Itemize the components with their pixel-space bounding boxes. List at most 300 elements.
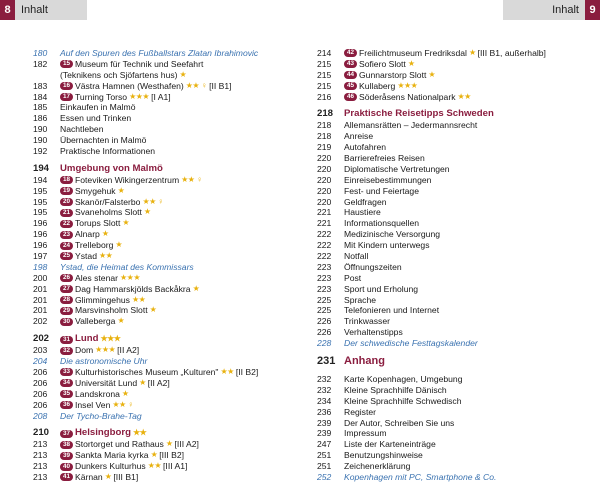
- page-header-right: [503, 0, 600, 20]
- toc-entry-content: [60, 229, 109, 240]
- toc-entry[interactable]: [317, 461, 567, 472]
- toc-entry[interactable]: [317, 175, 567, 186]
- toc-page-number: 201: [33, 294, 48, 305]
- toc-entry[interactable]: [33, 389, 283, 400]
- toc-entry-title: Marsvinsholm Slott: [75, 305, 148, 316]
- toc-entry-content: [344, 92, 471, 103]
- toc-entry-content: [344, 70, 435, 81]
- rating-star-icon: ★★: [132, 428, 147, 438]
- toc-entry[interactable]: [317, 218, 567, 229]
- map-reference: [I A1]: [151, 91, 171, 102]
- location-number-badge: 42: [344, 49, 357, 57]
- location-number-badge: 26: [60, 274, 73, 282]
- toc-entry[interactable]: [317, 109, 567, 120]
- toc-entry-title: Insel Ven: [75, 399, 111, 410]
- toc-entry[interactable]: [317, 81, 567, 92]
- toc-entry-title: Dunkers Kulturhus: [75, 461, 146, 472]
- rating-star-icon: ★: [122, 218, 130, 228]
- toc-entry-title: Lund: [75, 333, 99, 345]
- location-number-badge: 37: [60, 430, 73, 438]
- toc-entry-content: [344, 316, 390, 327]
- location-number-badge: 22: [60, 220, 73, 228]
- toc-entry-title: Telefonieren und Internet: [344, 305, 440, 316]
- toc-entry[interactable]: [317, 92, 567, 103]
- toc-page-number: 215: [317, 69, 332, 80]
- toc-entry-content: [344, 472, 496, 483]
- toc-entry[interactable]: [33, 48, 283, 59]
- toc-entry[interactable]: [317, 207, 567, 218]
- toc-entry[interactable]: [317, 374, 567, 385]
- toc-entry-title: Kleine Sprachhilfe Schwedisch: [344, 395, 462, 406]
- location-number-badge: 23: [60, 231, 73, 239]
- toc-entry-title: Stortorget und Rathaus: [75, 439, 164, 450]
- toc-entry-title: Der schwedische Festtagskalender: [344, 338, 478, 349]
- toc-entry-title: Trinkwasser: [344, 316, 390, 327]
- toc-entry-title: Söderåsens Nationalpark: [359, 91, 456, 102]
- toc-entry[interactable]: [33, 229, 283, 240]
- toc-entry-content: [344, 418, 454, 429]
- toc-entry-title: Sport und Erholung: [344, 283, 419, 294]
- toc-page-number: 200: [33, 272, 48, 283]
- toc-page-number: 231: [317, 355, 336, 368]
- toc-entry-content: [60, 428, 146, 439]
- toc-entry-content: [344, 327, 403, 338]
- toc-entry[interactable]: [317, 295, 567, 306]
- rating-star-icon: ★: [428, 69, 436, 79]
- toc-entry-content: [344, 218, 419, 229]
- toc-entry-title: Medizinische Versorgung: [344, 229, 441, 240]
- rating-star-icon: ★★: [147, 461, 162, 471]
- page-number-left: 8: [0, 0, 15, 20]
- toc-page-number: 213: [33, 450, 48, 461]
- map-reference: [II B1]: [209, 80, 232, 91]
- toc-entry[interactable]: [317, 439, 567, 450]
- toc-entry[interactable]: [33, 400, 283, 411]
- toc-entry[interactable]: [317, 316, 567, 327]
- toc-entry[interactable]: [33, 305, 283, 316]
- toc-entry-title: Vallebergа: [75, 316, 116, 327]
- toc-entry-content: [344, 356, 385, 367]
- toc-page-number: 220: [317, 163, 332, 174]
- toc-entry-title: Sofiero Slott: [359, 58, 406, 69]
- toc-entry[interactable]: [33, 218, 283, 229]
- toc-entry-content: [344, 120, 477, 131]
- toc-entry-title: Kärnan: [75, 471, 103, 482]
- toc-entry[interactable]: [33, 295, 283, 306]
- rating-star-icon: ★: [143, 207, 151, 217]
- toc-entry-title: Kullaberg: [359, 80, 396, 91]
- toc-entry-title: Glimmingehus: [75, 294, 130, 305]
- map-reference: [II A2]: [147, 377, 170, 388]
- toc-entry[interactable]: [33, 135, 283, 146]
- toc-page-number: 219: [317, 142, 332, 153]
- toc-page-number: 252: [317, 471, 332, 482]
- location-number-badge: 18: [60, 176, 73, 184]
- toc-entry-title: Ystad: [75, 251, 97, 262]
- toc-entry-content: [60, 472, 138, 483]
- toc-page-number: 223: [317, 272, 332, 283]
- toc-page-number: 206: [33, 377, 48, 388]
- toc-page-number: 223: [317, 261, 332, 272]
- toc-entry-title: Allemansrätten – Jedermannsrecht: [344, 120, 478, 131]
- toc-entry-title: Smygehuk: [75, 185, 116, 196]
- toc-entry[interactable]: [33, 175, 283, 186]
- toc-entry[interactable]: [33, 186, 283, 197]
- toc-entry[interactable]: [317, 229, 567, 240]
- toc-entry-content: [344, 153, 425, 164]
- toc-entry-title: Helsingborg: [75, 427, 131, 439]
- toc-entry[interactable]: [317, 70, 567, 81]
- toc-entry-content: [60, 367, 258, 378]
- toc-entry-title: Ales stenar: [75, 272, 118, 283]
- toc-entry-title: Geldfragen: [344, 196, 387, 207]
- location-number-badge: 15: [60, 60, 73, 68]
- toc-entry[interactable]: [33, 113, 283, 124]
- toc-entry-title: Verhaltenstipps: [344, 327, 403, 338]
- toc-entry[interactable]: [317, 338, 567, 349]
- map-reference: [II A2]: [117, 345, 140, 356]
- toc-entry[interactable]: [33, 428, 283, 439]
- toc-page-number: 218: [317, 108, 334, 120]
- toc-entry-title: Register: [344, 406, 376, 417]
- toc-entry[interactable]: [317, 262, 567, 273]
- toc-page-number: 223: [317, 283, 332, 294]
- toc-entry-title: Post: [344, 272, 362, 283]
- toc-entry-content: [344, 251, 368, 262]
- toc-page-number: 215: [317, 80, 332, 91]
- rating-star-icon: ★: [101, 229, 109, 239]
- toc-entry-title: Skanör/Falsterbo: [75, 196, 141, 207]
- toc-entry[interactable]: [33, 240, 283, 251]
- toc-page-number: 226: [317, 327, 332, 338]
- toc-entry-content: [344, 439, 436, 450]
- toc-page-number: 213: [33, 439, 48, 450]
- toc-page-number: 196: [33, 229, 48, 240]
- toc-entry-title: Diplomatische Vertretungen: [344, 163, 450, 174]
- toc-page-number: 216: [317, 91, 332, 102]
- toc-entry-title: Einkaufen in Malmö: [60, 102, 136, 113]
- toc-entry-content: [344, 59, 414, 70]
- location-number-badge: 39: [60, 452, 73, 460]
- toc-entry[interactable]: [317, 284, 567, 295]
- location-number-badge: 36: [60, 401, 73, 409]
- toc-entry[interactable]: [317, 356, 567, 367]
- location-number-badge: 44: [344, 71, 357, 79]
- toc-entry-content: [60, 218, 129, 229]
- rating-star-icon: ★: [139, 377, 146, 387]
- location-number-badge: 29: [60, 307, 73, 315]
- toc-entry-title: Mit Kindern unterwegs: [344, 240, 430, 251]
- location-number-badge: 40: [60, 463, 73, 471]
- toc-page-number: 196: [33, 218, 48, 229]
- toc-entry-content: [60, 273, 140, 284]
- toc-entry-content: [344, 186, 419, 197]
- toc-entry-content: [60, 400, 134, 411]
- toc-page-number: 225: [317, 294, 332, 305]
- toc-entry-content: [60, 345, 139, 356]
- toc-entry[interactable]: [33, 197, 283, 208]
- toc-page-number: 210: [33, 427, 50, 439]
- toc-entry-title: Svaneholms Slott: [75, 207, 142, 218]
- toc-entry-title: Kulturhistorisches Museum „Kulturen": [75, 366, 219, 377]
- toc-page-number: 228: [317, 338, 332, 349]
- toc-entry-title: Gunnarstorp Slott: [359, 69, 427, 80]
- toc-entry[interactable]: [317, 59, 567, 70]
- toc-entry[interactable]: [33, 450, 283, 461]
- toc-entry[interactable]: [317, 142, 567, 153]
- toc-page-number: 190: [33, 135, 48, 146]
- toc-entry[interactable]: [33, 262, 283, 273]
- toc-entry-content: [344, 295, 376, 306]
- location-number-badge: 20: [60, 198, 73, 206]
- toc-entry[interactable]: [33, 461, 283, 472]
- toc-page-number: 239: [317, 428, 332, 439]
- toc-entry-title: Der Tycho-Brahe-Tag: [60, 410, 142, 421]
- location-number-badge: 30: [60, 318, 73, 326]
- kids-friendly-icon: ♀: [196, 174, 203, 184]
- toc-entry-content: [344, 374, 463, 385]
- toc-entry[interactable]: [317, 327, 567, 338]
- toc-entry-content: [344, 164, 450, 175]
- toc-entry[interactable]: [317, 305, 567, 316]
- toc-page-number: 251: [317, 461, 332, 472]
- toc-entry[interactable]: [33, 251, 283, 262]
- location-number-badge: 32: [60, 347, 73, 355]
- location-number-badge: 28: [60, 296, 73, 304]
- toc-entry-content: [60, 113, 131, 124]
- toc-entry-title: Kopenhagen mit PC, Smartphone & Co.: [344, 471, 497, 482]
- toc-entry[interactable]: [33, 146, 283, 157]
- spacer: [317, 367, 567, 374]
- toc-entry[interactable]: [33, 81, 283, 92]
- toc-entry-content: [344, 48, 546, 59]
- toc-page-number: 195: [33, 207, 48, 218]
- toc-page-number: 206: [33, 399, 48, 410]
- rating-star-icon: ★: [150, 450, 158, 460]
- toc-entry[interactable]: [33, 439, 283, 450]
- toc-entry-title: Barrierefreies Reisen: [344, 153, 425, 164]
- toc-entry[interactable]: [33, 102, 283, 113]
- toc-page-number: 186: [33, 113, 48, 124]
- toc-page-number: 218: [317, 131, 332, 142]
- toc-entry[interactable]: [317, 120, 567, 131]
- toc-entry[interactable]: [33, 284, 283, 295]
- toc-entry[interactable]: [317, 407, 567, 418]
- toc-entry-title: Praktische Informationen: [60, 146, 156, 157]
- rating-star-icon: ★★: [457, 91, 471, 101]
- rating-star-icon: ★: [149, 305, 157, 315]
- toc-entry[interactable]: [33, 273, 283, 284]
- location-number-badge: 19: [60, 187, 73, 195]
- toc-page-number: 198: [33, 261, 48, 272]
- toc-entry[interactable]: [33, 411, 283, 422]
- rating-star-icon: ★: [407, 58, 415, 68]
- toc-entry-content: [344, 262, 402, 273]
- rating-star-icon: ★★★: [120, 272, 141, 282]
- toc-entry[interactable]: [317, 472, 567, 483]
- toc-entry[interactable]: [33, 164, 283, 175]
- rating-star-icon: ★★★: [95, 345, 116, 355]
- toc-entry[interactable]: [317, 186, 567, 197]
- map-reference: [III B2]: [159, 450, 185, 461]
- toc-page-number: 232: [317, 384, 332, 395]
- toc-entry-title: Karte Kopenhagen, Umgebung: [344, 373, 463, 384]
- rating-star-icon: ★: [115, 240, 123, 250]
- location-number-badge: 35: [60, 390, 73, 398]
- toc-entry[interactable]: [317, 450, 567, 461]
- rating-star-icon: ★★★: [397, 80, 418, 90]
- toc-entry-content: [60, 102, 135, 113]
- toc-entry[interactable]: [33, 472, 283, 483]
- toc-page-number: 234: [317, 395, 332, 406]
- toc-entry[interactable]: [317, 240, 567, 251]
- location-number-badge: 21: [60, 209, 73, 217]
- toc-page-number: 206: [33, 366, 48, 377]
- toc-entry-content: [60, 356, 147, 367]
- rating-star-icon: ★: [117, 316, 125, 326]
- toc-entry-title: Turning Torso: [75, 91, 128, 102]
- toc-entry-title: Der Autor, Schreiben Sie uns: [344, 417, 455, 428]
- toc-column-right: [317, 48, 567, 483]
- toc-entry-content: [60, 81, 232, 92]
- toc-page-number: 195: [33, 185, 48, 196]
- kids-friendly-icon: ♀: [157, 196, 164, 206]
- toc-entry-title: Übernachten in Malmö: [60, 135, 147, 146]
- toc-entry-content: [60, 240, 122, 251]
- location-number-badge: 17: [60, 93, 73, 101]
- toc-entry[interactable]: [317, 273, 567, 284]
- toc-entry[interactable]: [33, 334, 283, 345]
- toc-entry-content: [60, 439, 199, 450]
- kids-friendly-icon: ♀: [127, 399, 134, 409]
- rating-star-icon: ★★: [185, 80, 200, 90]
- location-number-badge: 25: [60, 252, 73, 260]
- toc-entry-title: Einreisebestimmungen: [344, 174, 432, 185]
- toc-page-number: 247: [317, 439, 332, 450]
- toc-entry-title: Nachtleben: [60, 124, 104, 135]
- toc-entry-content: [60, 316, 124, 327]
- toc-entry-content: [60, 59, 203, 70]
- toc-page-number: 220: [317, 174, 332, 185]
- header-label-right: Inhalt: [503, 0, 585, 20]
- toc-page-number: 202: [33, 333, 50, 345]
- rating-star-icon: ★★: [142, 196, 156, 206]
- toc-entry[interactable]: [33, 207, 283, 218]
- toc-page-number: 213: [33, 471, 48, 482]
- rating-star-icon: ★★: [112, 399, 126, 409]
- toc-entry-content: [344, 81, 417, 92]
- toc-entry[interactable]: [317, 385, 567, 396]
- location-number-badge: 24: [60, 242, 73, 250]
- toc-entry-title: Praktische Reisetipps Schweden: [344, 108, 494, 120]
- toc-page-number: 221: [317, 207, 332, 218]
- toc-page-number: 220: [317, 185, 332, 196]
- toc-entry[interactable]: [33, 356, 283, 367]
- toc-entry-content: [60, 411, 142, 422]
- toc-entry-content: [344, 207, 381, 218]
- toc-entry-content: [60, 262, 194, 273]
- toc-page-number: 195: [33, 196, 48, 207]
- toc-page-number: 215: [317, 58, 332, 69]
- toc-entry[interactable]: [33, 59, 283, 70]
- toc-entry-content: [60, 186, 124, 197]
- toc-entry-content: [344, 284, 418, 295]
- toc-entry[interactable]: [317, 131, 567, 142]
- location-number-badge: 33: [60, 368, 73, 376]
- location-number-badge: 38: [60, 441, 73, 449]
- toc-entry-title: Informationsquellen: [344, 218, 420, 229]
- toc-entry[interactable]: [317, 197, 567, 208]
- toc-entry[interactable]: [317, 153, 567, 164]
- toc-entry-content: [344, 450, 423, 461]
- toc-page-number: 236: [317, 406, 332, 417]
- toc-entry[interactable]: [33, 345, 283, 356]
- toc-page-number: 220: [317, 196, 332, 207]
- map-reference: [III B1]: [113, 471, 139, 482]
- toc-entry-content: [60, 284, 199, 295]
- toc-page-number: 222: [317, 251, 332, 262]
- toc-entry[interactable]: [317, 164, 567, 175]
- toc-entry-title: Benutzungshinweise: [344, 450, 423, 461]
- rating-star-icon: ★: [468, 48, 476, 57]
- rating-star-icon: ★★: [220, 366, 234, 376]
- toc-entry-title: Impressum: [344, 428, 387, 439]
- toc-entry-title: Haustiere: [344, 207, 381, 218]
- toc-entry-title: Sprache: [344, 294, 377, 305]
- toc-entry[interactable]: [33, 92, 283, 103]
- rating-star-icon: ★★: [181, 174, 195, 184]
- rating-star-icon: ★★: [131, 294, 146, 304]
- rating-star-icon: ★: [165, 439, 173, 449]
- toc-entry[interactable]: [33, 316, 283, 327]
- toc-entry-content: [344, 396, 462, 407]
- toc-entry-content: [60, 334, 120, 345]
- toc-entry[interactable]: [33, 124, 283, 135]
- location-number-badge: 31: [60, 336, 73, 344]
- rating-star-icon: ★★: [98, 251, 113, 261]
- toc-entry[interactable]: [33, 70, 283, 81]
- toc-entry-title: Anhang: [344, 355, 385, 368]
- page-number-right: 9: [585, 0, 600, 20]
- toc-entry-title: Liste der Karteneinträge: [344, 439, 436, 450]
- toc-entry[interactable]: [317, 418, 567, 429]
- toc-entry-title: (Teknikens och Sjöfartens hus): [60, 69, 178, 80]
- toc-page-number: 218: [317, 120, 332, 131]
- rating-star-icon: ★: [179, 69, 187, 79]
- map-reference: [III B1, außerhalb]: [477, 48, 546, 58]
- toc-entry-content: [60, 124, 103, 135]
- toc-entry-content: [60, 70, 186, 81]
- toc-entry-content: [60, 295, 145, 306]
- toc-entry-title: Kleine Sprachhilfe Dänisch: [344, 384, 447, 395]
- toc-entry-content: [60, 197, 164, 208]
- toc-entry[interactable]: [317, 428, 567, 439]
- toc-entry[interactable]: [33, 367, 283, 378]
- toc-entry-content: [60, 92, 171, 103]
- spacer: [33, 421, 283, 428]
- location-number-badge: 43: [344, 60, 357, 68]
- toc-page-number: 213: [33, 461, 48, 472]
- toc-entry-title: Ystad, die Heimat des Kommissars: [60, 261, 194, 272]
- toc-entry-content: [60, 164, 163, 175]
- toc-entry-content: [344, 131, 373, 142]
- toc-entry[interactable]: [33, 378, 283, 389]
- toc-entry[interactable]: [317, 396, 567, 407]
- toc-entry[interactable]: [317, 251, 567, 262]
- toc-entry-title: Anreise: [344, 131, 374, 142]
- toc-entry[interactable]: [317, 48, 567, 59]
- rating-star-icon: ★★★: [100, 334, 121, 344]
